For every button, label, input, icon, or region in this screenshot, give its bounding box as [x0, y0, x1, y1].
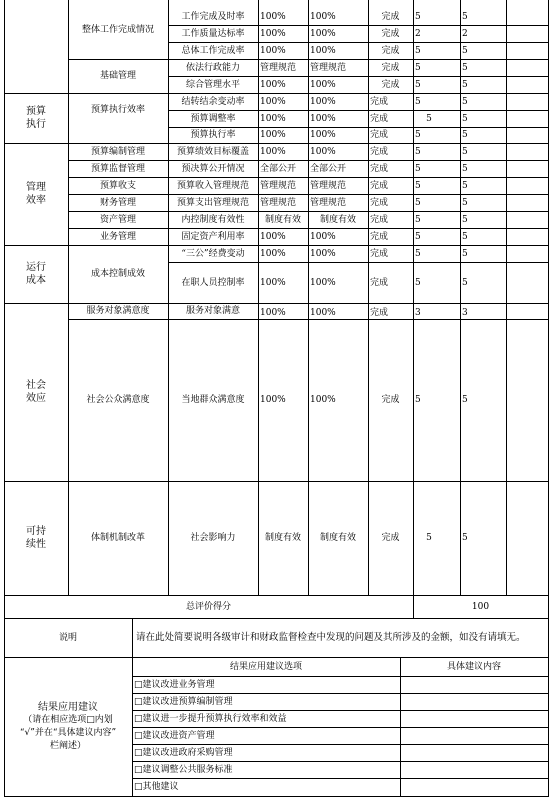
category-l2-overall: 整体工作完成情况 [81, 24, 154, 35]
score: 5 [462, 130, 468, 140]
category-l1-management: 管理效率 [26, 182, 46, 206]
target-value: 100% [260, 79, 286, 90]
indicator: 预算绩效目标覆盖 [176, 146, 249, 157]
score: 3 [462, 308, 468, 318]
score: 5 [462, 180, 468, 191]
target-value: 100% [260, 96, 286, 107]
advice-label-line: “√”并在“具体建议内容” [19, 727, 117, 738]
weight: 5 [426, 113, 432, 124]
advice-option-checkbox[interactable]: □建议改进资产管理 [134, 730, 215, 741]
score: 5 [462, 45, 468, 56]
indicator: 工作质量达标率 [181, 28, 245, 39]
indicator: 服务对象满意 [185, 306, 240, 316]
status: 完成 [381, 533, 400, 543]
category-l2: 预算监督管理 [90, 163, 145, 174]
advice-option-checkbox[interactable]: □建议进一步提升预算执行效率和效益 [134, 713, 287, 724]
category-l2-cost: 成本控制成效 [90, 269, 145, 279]
status: 完成 [370, 248, 389, 259]
status: 完成 [381, 28, 400, 39]
status: 完成 [370, 180, 389, 191]
indicator: 内控制度有效性 [181, 214, 245, 225]
indicator: 总体工作完成率 [181, 45, 245, 56]
options-header: 结果应用建议选项 [229, 661, 302, 672]
actual-value: 100% [310, 79, 336, 90]
category-l1-budget: 预算执行 [26, 106, 46, 130]
advice-label [4, 657, 132, 796]
indicator: 预决算公开情况 [181, 163, 245, 174]
actual-value: 全部公开 [310, 163, 347, 174]
status: 完成 [381, 62, 400, 73]
score: 5 [462, 146, 468, 157]
content-header: 具体建议内容 [446, 661, 501, 672]
actual-value: 管理规范 [310, 197, 347, 208]
indicator: 社会影响力 [190, 533, 236, 543]
indicator: 预算执行率 [190, 130, 236, 140]
indicator: 当地群众满意度 [181, 395, 245, 405]
category-l1-cost: 运行成本 [26, 262, 46, 286]
score: 5 [462, 214, 468, 225]
category-l2: 服务对象满意度 [86, 306, 150, 316]
weight: 2 [415, 28, 421, 39]
weight: 5 [415, 248, 421, 259]
actual-value: 100% [310, 395, 336, 405]
indicator: “三公”经费变动 [181, 248, 245, 259]
status: 完成 [381, 45, 400, 56]
target-value: 制度有效 [264, 533, 301, 543]
target-value: 100% [260, 146, 286, 157]
score: 5 [462, 79, 468, 90]
target-value: 100% [260, 130, 286, 140]
weight: 5 [415, 79, 421, 90]
score: 5 [462, 533, 468, 543]
weight: 5 [415, 96, 421, 107]
actual-value: 100% [310, 308, 336, 318]
category-l2-basic: 基础管理 [99, 71, 136, 81]
advice-label-line: 结果应用建议 [38, 701, 98, 713]
note-text: 请在此处简要说明各级审计和财政监督检查中发现的问题及其所涉及的金额，如没有请填无。 [136, 631, 526, 643]
weight: 5 [415, 395, 421, 405]
advice-label-line: 栏阐述） [49, 740, 86, 751]
note-label: 说明 [58, 632, 77, 643]
actual-value: 100% [310, 130, 336, 140]
status: 完成 [370, 96, 389, 107]
target-value: 管理规范 [260, 62, 297, 73]
status: 完成 [381, 11, 400, 22]
indicator: 固定资产利用率 [181, 231, 245, 242]
weight: 5 [415, 45, 421, 56]
category-l2: 体制机制改革 [90, 533, 145, 543]
score: 5 [462, 277, 468, 288]
status: 完成 [381, 79, 400, 90]
indicator: 预算支出管理规范 [176, 197, 249, 208]
target-value: 全部公开 [260, 163, 297, 174]
indicator: 预算收入管理规范 [176, 180, 249, 191]
advice-label-line: （请在相应选项□内划 [23, 714, 113, 725]
weight: 5 [415, 231, 421, 242]
advice-option-checkbox[interactable]: □其他建议 [134, 782, 179, 792]
actual-value: 100% [310, 248, 336, 259]
category-l2: 财务管理 [99, 197, 136, 208]
total-score-label: 总评价得分 [185, 601, 231, 612]
target-value: 100% [260, 248, 286, 259]
target-value: 100% [260, 277, 286, 288]
target-value: 100% [260, 113, 286, 124]
target-value: 100% [260, 28, 286, 39]
target-value: 100% [260, 395, 286, 405]
target-value: 100% [260, 308, 286, 318]
score: 5 [462, 113, 468, 124]
advice-content-field[interactable] [400, 676, 548, 796]
indicator: 结转结余变动率 [181, 96, 245, 107]
indicator: 综合管理水平 [185, 79, 240, 90]
weight: 5 [415, 163, 421, 174]
weight: 5 [415, 130, 421, 140]
target-value: 管理规范 [260, 180, 297, 191]
category-l1-sustainability: 可持续性 [26, 526, 46, 550]
status: 完成 [370, 163, 389, 174]
actual-value: 100% [310, 96, 336, 107]
status: 完成 [370, 214, 389, 225]
score: 5 [462, 163, 468, 174]
advice-option-checkbox[interactable]: □建议调整公共服务标准 [134, 764, 233, 775]
category-l2: 预算编制管理 [90, 146, 145, 157]
category-l1-social: 社会效应 [26, 380, 46, 404]
weight: 5 [426, 533, 432, 543]
score: 2 [462, 28, 468, 39]
weight: 5 [415, 11, 421, 22]
score: 5 [462, 62, 468, 73]
category-l2: 社会公众满意度 [86, 395, 150, 405]
status: 完成 [370, 130, 389, 140]
category-l2: 资产管理 [99, 214, 136, 225]
indicator: 依法行政能力 [185, 62, 240, 73]
advice-option-checkbox[interactable]: □建议改进业务管理 [134, 679, 215, 690]
weight: 5 [415, 214, 421, 225]
category-l2: 业务管理 [99, 231, 136, 242]
category-l2: 预算收支 [99, 180, 136, 191]
status: 完成 [370, 113, 389, 124]
actual-value: 100% [310, 113, 336, 124]
score: 5 [462, 197, 468, 208]
weight: 5 [415, 62, 421, 73]
indicator: 预算调整率 [190, 113, 236, 124]
actual-value: 100% [310, 231, 336, 242]
score: 5 [462, 248, 468, 259]
status: 完成 [370, 277, 389, 288]
weight: 3 [415, 308, 421, 318]
weight: 5 [415, 146, 421, 157]
category-l2-budget: 预算执行效率 [90, 105, 145, 115]
status: 完成 [381, 395, 400, 405]
advice-option-checkbox[interactable]: □建议改进政府采购管理 [134, 747, 233, 758]
advice-option-checkbox[interactable]: □建议改进预算编制管理 [134, 696, 233, 707]
actual-value: 管理规范 [310, 62, 347, 73]
indicator: 工作完成及时率 [181, 11, 245, 22]
weight: 5 [415, 197, 421, 208]
score: 5 [462, 231, 468, 242]
actual-value: 100% [310, 146, 336, 157]
target-value: 100% [260, 45, 286, 56]
target-value: 100% [260, 231, 286, 242]
actual-value: 管理规范 [310, 180, 347, 191]
status: 完成 [370, 197, 389, 208]
target-value: 制度有效 [264, 214, 301, 225]
actual-value: 100% [310, 45, 336, 56]
score: 5 [462, 11, 468, 22]
target-value: 100% [260, 11, 286, 22]
actual-value: 制度有效 [319, 214, 356, 225]
indicator: 在职人员控制率 [181, 277, 245, 288]
target-value: 管理规范 [260, 197, 297, 208]
actual-value: 100% [310, 28, 336, 39]
score: 5 [462, 96, 468, 107]
total-score-value: 100 [471, 601, 490, 612]
actual-value: 100% [310, 11, 336, 22]
weight: 5 [415, 277, 421, 288]
status: 完成 [370, 146, 389, 157]
status: 完成 [370, 308, 389, 318]
status: 完成 [370, 231, 389, 242]
score: 5 [462, 395, 468, 405]
actual-value: 制度有效 [319, 533, 356, 543]
weight: 5 [415, 180, 421, 191]
actual-value: 100% [310, 277, 336, 288]
